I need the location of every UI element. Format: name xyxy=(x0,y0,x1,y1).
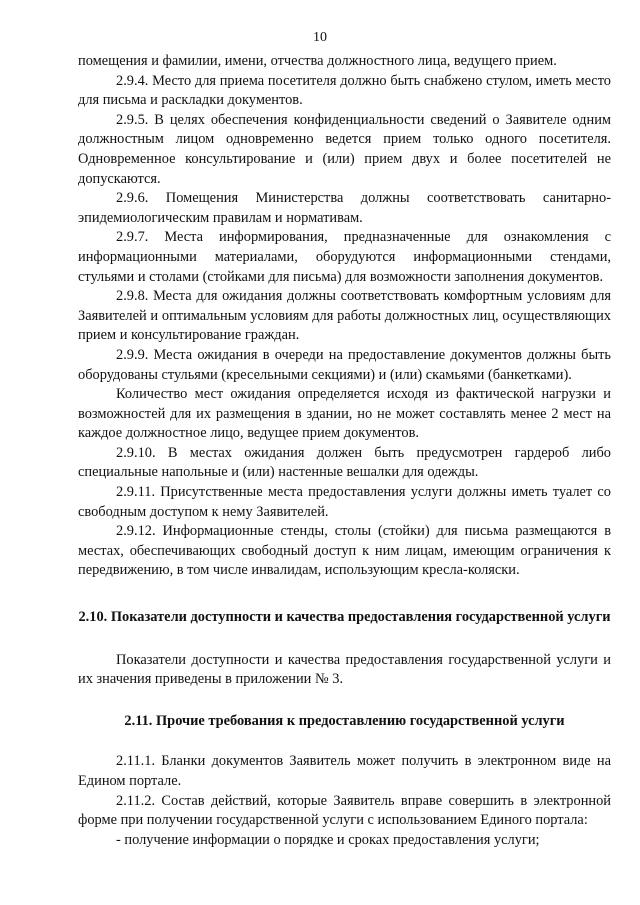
paragraph-group-2-10 xyxy=(78,651,611,690)
page-number: 10 xyxy=(313,30,327,45)
paragraph: 2.9.4. Место для приема посетителя должно быть снабжено стулом, иметь место для письма и раскладки документов. xyxy=(78,72,611,109)
paragraph: 2.9.12. Информационные стенды, столы (стойки) для письма размещаются в местах, обеспечивающих свободный доступ к ним лицам, имеющим ограничения к передвижению, в том числе инвалидам, использующим кресла-коляски. xyxy=(78,523,611,579)
paragraph: 2.9.6. Помещения Министерства должны соответствовать санитарно-эпидемиологическим правилам и нормативам. xyxy=(78,190,611,226)
paragraph: 2.9.9. Места ожидания в очереди на предоставление документов должны быть оборудованы стульями (кресельными секциями) и (или) скамьями (банкетками). xyxy=(78,346,611,383)
section-heading-2-10: 2.10. Показатели доступности и качества предоставления государственной услуги xyxy=(78,609,611,626)
paragraph: Показатели доступности и качества предоставления государственной услуги и их значения приведены в приложении № 3. xyxy=(78,651,611,688)
paragraph: 2.9.5. В целях обеспечения конфиденциальности сведений о Заявителе одним должностным лицом одновременно ведется прием только одного посетителя. Одновременное консультирование и (или) прием двух и более посетителей не допускаются. xyxy=(78,111,611,187)
paragraph: - получение информации о порядке и сроках предоставления услуги; xyxy=(116,831,540,848)
paragraph: Количество мест ожидания определяется исходя из фактической нагрузки и возможностей для их размещения в здании, но не может составлять менее 2 мест на каждое должностное лицо, ведущее прием документов. xyxy=(78,386,611,442)
paragraph: 2.9.8. Места для ожидания должны соответствовать комфортным условиям для Заявителей и оптимальным условиям для работы должностных лиц, осуществляющих прием и консультирование граждан. xyxy=(78,288,611,344)
paragraph-group-2-9 xyxy=(78,52,611,581)
paragraph: 2.9.7. Места информирования, предназначенные для ознакомления с информационными материалами, оборудуются информационными стендами, стульями и столами (стойками для письма) для возможности заполнения документов. xyxy=(78,229,611,285)
paragraph: 2.11.1. Бланки документов Заявитель может получить в электронном виде на Едином портале. xyxy=(78,753,611,789)
paragraph-group-2-11 xyxy=(78,752,611,850)
document-body xyxy=(78,52,611,850)
paragraph: 2.11.2. Состав действий, которые Заявитель вправе совершить в электронной форме при получении государственной услуги с использованием Единого портала: xyxy=(78,792,611,829)
paragraph: 2.9.11. Присутственные места предоставления услуги должны иметь туалет со свободным доступом к нему Заявителей. xyxy=(78,484,611,520)
paragraph: 2.9.10. В местах ожидания должен быть предусмотрен гардероб либо специальные напольные и (или) настенные вешалки для одежды. xyxy=(78,444,611,481)
paragraph: помещения и фамилии, имени, отчества должностного лица, ведущего прием. xyxy=(78,53,557,69)
section-heading-2-11: 2.11. Прочие требования к предоставлению государственной услуги xyxy=(124,712,565,729)
